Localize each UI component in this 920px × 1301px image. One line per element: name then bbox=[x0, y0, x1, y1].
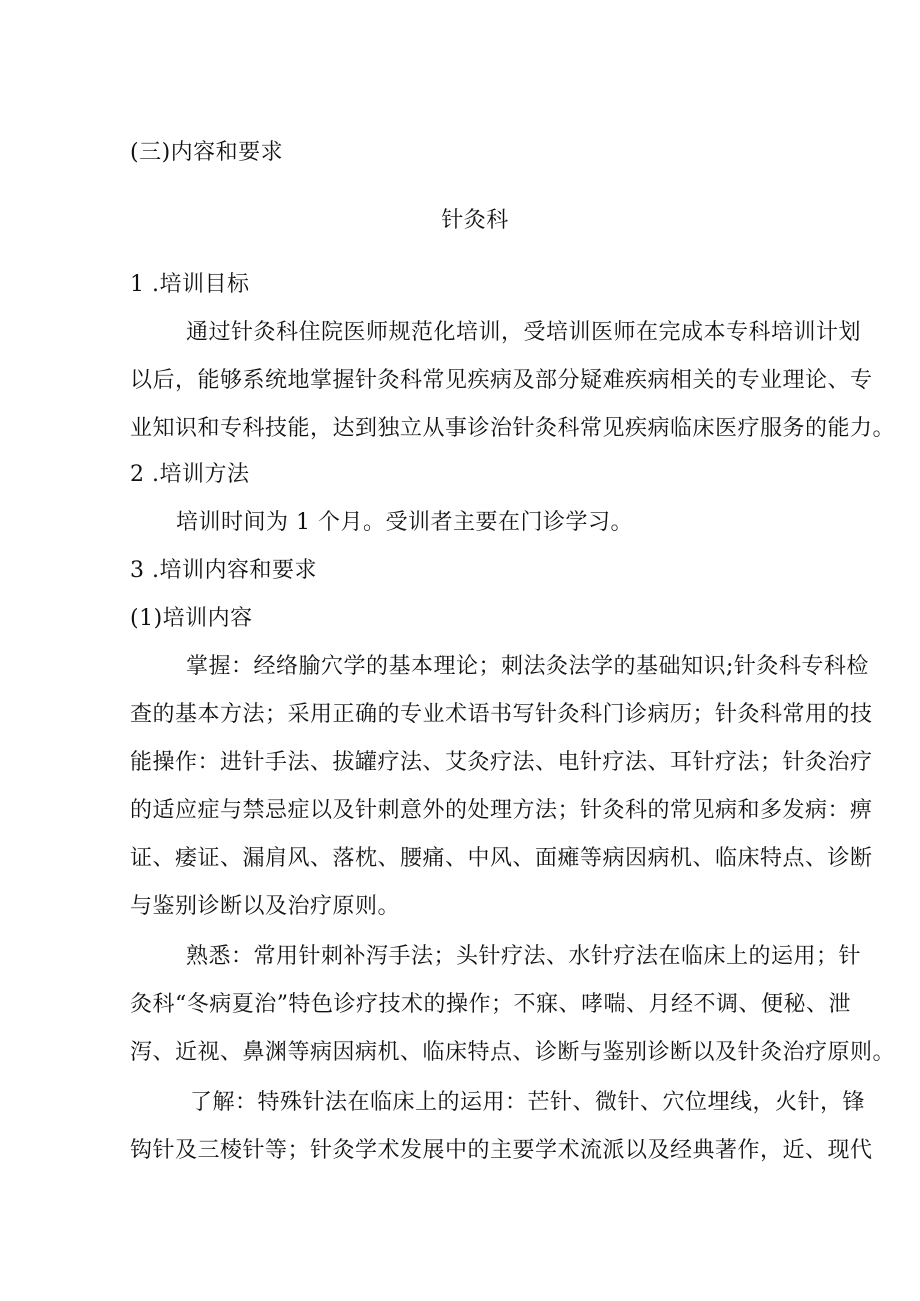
master-line: 与鉴别诊断以及治疗原则。 bbox=[130, 894, 401, 919]
training-content-subheading: (1)培训内容 bbox=[130, 606, 253, 631]
training-goal-line: 以后，能够系统地掌握针灸科常见疾病及部分疑难疾病相关的专业理论、专 bbox=[130, 368, 873, 393]
section-heading: (三)内容和要求 bbox=[130, 140, 284, 165]
master-line: 能操作：进针手法、拔罐疗法、艾灸疗法、电针疗法、耳针疗法；针灸治疗 bbox=[130, 750, 873, 775]
familiar-line: 灸科“冬病夏治”特色诊疗技术的操作；不寐、哮喘、月经不调、便秘、泄 bbox=[130, 992, 851, 1017]
familiar-line: 泻、近视、鼻渊等病因病机、临床特点、诊断与鉴别诊断以及针灸治疗原则。 bbox=[130, 1040, 896, 1065]
training-method-text: 培训时间为 1 个月。受训者主要在门诊学习。 bbox=[176, 510, 633, 535]
master-line: 查的基本方法；采用正确的专业术语书写针灸科门诊病历；针灸科常用的技 bbox=[130, 702, 873, 727]
master-line: 证、痿证、漏肩风、落枕、腰痛、中风、面瘫等病因病机、临床特点、诊断 bbox=[130, 846, 873, 871]
familiar-line: 熟悉：常用针刺补泻手法；头针疗法、水针疗法在临床上的运用；针 bbox=[186, 944, 862, 969]
training-goal-line: 业知识和专科技能，达到独立从事诊治针灸科常见疾病临床医疗服务的能力。 bbox=[130, 416, 896, 441]
master-line: 掌握：经络腧穴学的基本理论；刺法灸法学的基础知识;针灸科专科检 bbox=[186, 654, 869, 679]
training-method-heading: 2 .培训方法 bbox=[130, 462, 250, 487]
training-content-heading: 3 .培训内容和要求 bbox=[130, 558, 317, 583]
training-goal-line: 通过针灸科住院医师规范化培训，受培训医师在完成本专科培训计划 bbox=[186, 320, 862, 345]
understand-line: 钩针及三棱针等；针灸学术发展中的主要学术流派以及经典著作，近、现代 bbox=[130, 1138, 873, 1163]
understand-line: 了解：特殊针法在临床上的运用：芒针、微针、穴位埋线，火针，锋 bbox=[190, 1090, 866, 1115]
training-goal-heading: 1 .培训目标 bbox=[130, 272, 250, 297]
department-title: 针灸科 bbox=[441, 208, 509, 233]
master-line: 的适应症与禁忌症以及针刺意外的处理方法；针灸科的常见病和多发病：痹 bbox=[130, 798, 873, 823]
